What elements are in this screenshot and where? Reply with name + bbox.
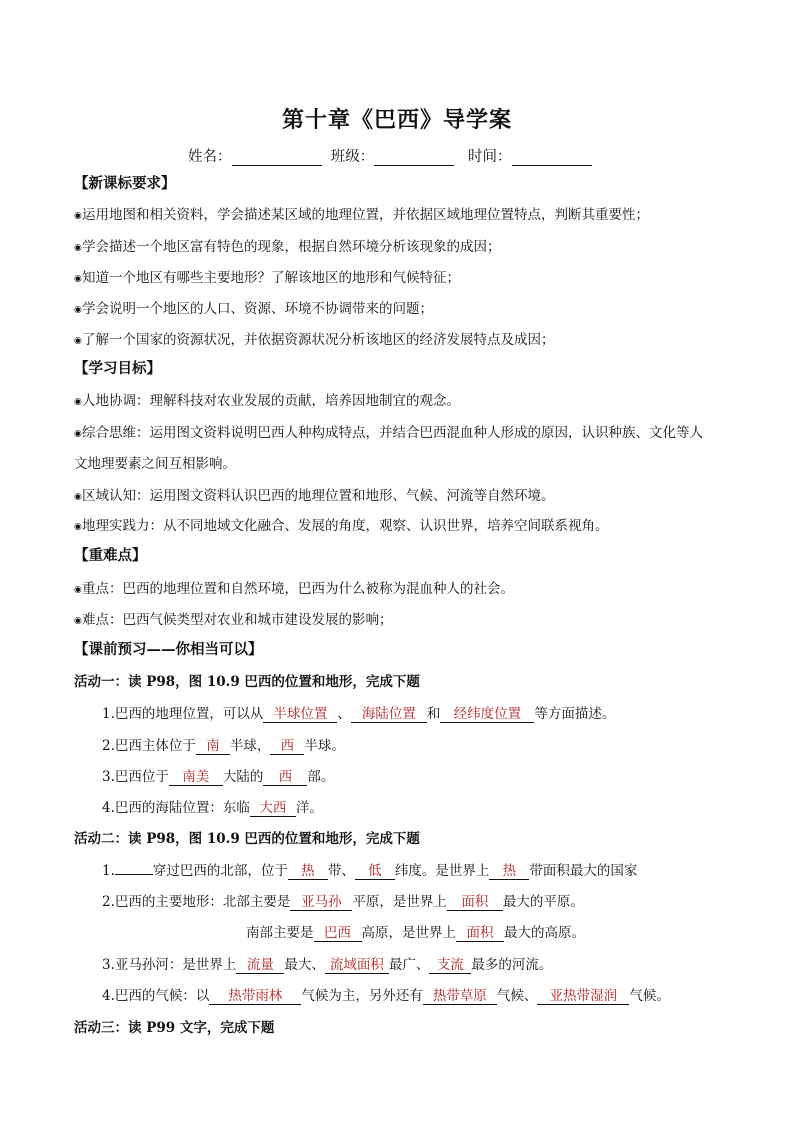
- answer-blank[interactable]: 西: [263, 765, 307, 786]
- answer-blank[interactable]: 南: [196, 734, 230, 755]
- activity-1-question-4: 4.巴西的海陆位置：东临 大西 洋。: [102, 796, 323, 817]
- activity-2-question-4: 4.巴西的气候：以 热带雨林 气候为主，另外还有 热带草原 气候、 亚热带湿润 气候。: [102, 984, 670, 1005]
- bullet-icon: ◉: [74, 305, 82, 315]
- activity-1-question-1: 1.巴西的地理位置，可以从 半球位置 、 海陆位置 和 经纬度位置 等方面描述。: [102, 702, 615, 723]
- bullet-icon: ◉: [74, 585, 82, 595]
- name-label: 姓名：: [188, 149, 232, 165]
- curriculum-item: ◉学会说明一个地区的人口、资源、环境不协调带来的问题；: [74, 301, 433, 317]
- key-point-item: ◉重点：巴西的地理位置和自然环境，巴西为什么被称为混血种人的社会。: [74, 581, 514, 597]
- goal-item: ◉综合思维：运用图文资料说明巴西人种构成特点，并结合巴西混血种人形成的原因，认识种族、文化等人: [74, 425, 703, 441]
- goal-item: ◉区域认知：运用图文资料认识巴西的地理位置和地形、气候、河流等自然环境。: [74, 488, 555, 504]
- goal-item: ◉地理实践力：从不同地域文化融合、发展的角度，观察、认识世界，培养空间联系视角。: [74, 518, 609, 534]
- answer-blank[interactable]: 南美: [169, 765, 223, 786]
- answer-blank[interactable]: 经纬度位置: [440, 702, 534, 723]
- activity-2-question-1: 1. 穿过巴西的北部，位于 热 带、 低 纬度。是世界上 热 带面积最大的国家: [102, 859, 637, 880]
- bullet-icon: ◉: [74, 274, 82, 284]
- answer-blank[interactable]: 面积: [447, 890, 503, 911]
- time-blank[interactable]: [512, 150, 592, 166]
- curriculum-item: ◉运用地图和相关资料，学会描述某区域的地理位置，并依据区域地理位置特点，判断其重要性；: [74, 207, 649, 223]
- answer-blank[interactable]: 支流: [429, 953, 471, 974]
- bullet-icon: ◉: [74, 243, 82, 253]
- student-info-row: [188, 145, 592, 166]
- bullet-icon: ◉: [74, 397, 82, 407]
- answer-blank[interactable]: 亚热带湿润: [537, 984, 629, 1005]
- time-label: 时间：: [468, 149, 512, 165]
- preview-heading: 【课前预习——你相当可以】: [74, 641, 263, 658]
- answer-blank[interactable]: 巴西: [314, 921, 362, 942]
- answer-blank[interactable]: 面积: [456, 921, 504, 942]
- class-blank[interactable]: [374, 150, 454, 166]
- class-label: 班级：: [330, 149, 375, 165]
- goal-item-continued: 文地理要素之间互相影响。: [74, 456, 236, 472]
- answer-blank[interactable]: 热: [489, 859, 529, 880]
- bullet-icon: ◉: [74, 211, 82, 221]
- answer-blank[interactable]: 低: [355, 859, 395, 880]
- answer-blank[interactable]: 大西: [250, 796, 296, 817]
- answer-blank[interactable]: 热: [288, 859, 328, 880]
- answer-blank[interactable]: 热带雨林: [209, 984, 301, 1005]
- activity-1-title: 活动一：读 P98，图 10.9 巴西的位置和地形，完成下题: [74, 674, 420, 690]
- answer-blank[interactable]: 流域面积: [325, 953, 389, 974]
- key-points-heading: 【重难点】: [74, 547, 147, 564]
- bullet-icon: ◉: [74, 616, 82, 626]
- activity-1-question-3: 3.巴西位于 南美 大陆的 西 部。: [102, 765, 334, 786]
- goals-heading: 【学习目标】: [74, 360, 161, 377]
- activity-2-title: 活动二：读 P98，图 10.9 巴西的位置和地形，完成下题: [74, 831, 420, 847]
- page-title: 第十章《巴西》导学案: [281, 107, 512, 133]
- goal-item: ◉人地协调：理解科技对农业发展的贡献，培养因地制宜的观念。: [74, 393, 460, 409]
- activity-2-question-2-continued: 南部主要是 巴西 高原，是世界上 面积 最大的高原。: [246, 921, 585, 942]
- answer-blank[interactable]: 亚马孙: [290, 890, 352, 911]
- answer-blank[interactable]: 流量: [236, 953, 284, 974]
- bullet-icon: ◉: [74, 492, 82, 502]
- answer-blank[interactable]: 海陆位置: [351, 702, 427, 723]
- answer-blank[interactable]: 热带草原: [423, 984, 497, 1005]
- activity-3-title: 活动三：读 P99 文字，完成下题: [74, 1020, 275, 1036]
- answer-blank[interactable]: 西: [270, 734, 304, 755]
- curriculum-item: ◉知道一个地区有哪些主要地形？了解该地区的地形和气候特征；: [74, 270, 460, 286]
- answer-blank[interactable]: [115, 874, 153, 875]
- curriculum-item: ◉了解一个国家的资源状况，并依据资源状况分析该地区的经济发展特点及成因；: [74, 332, 555, 348]
- bullet-icon: ◉: [74, 429, 82, 439]
- key-point-item: ◉难点：巴西气候类型对农业和城市建设发展的影响；: [74, 612, 393, 628]
- answer-blank[interactable]: 半球位置: [263, 702, 337, 723]
- name-blank[interactable]: [232, 150, 322, 166]
- bullet-icon: ◉: [74, 336, 82, 346]
- curriculum-heading: 【新课标要求】: [74, 175, 176, 192]
- activity-2-question-3: 3.亚马孙河：是世界上 流量 最大、 流域面积 最广、 支流 最多的河流。: [102, 953, 552, 974]
- bullet-icon: ◉: [74, 522, 82, 532]
- activity-2-question-2: 2.巴西的主要地形：北部主要是 亚马孙 平原，是世界上 面积 最大的平原。: [102, 890, 584, 911]
- activity-1-question-2: 2.巴西主体位于 南 半球， 西 半球。: [102, 734, 345, 755]
- curriculum-item: ◉学会描述一个地区富有特色的现象，根据自然环境分析该现象的成因；: [74, 239, 501, 255]
